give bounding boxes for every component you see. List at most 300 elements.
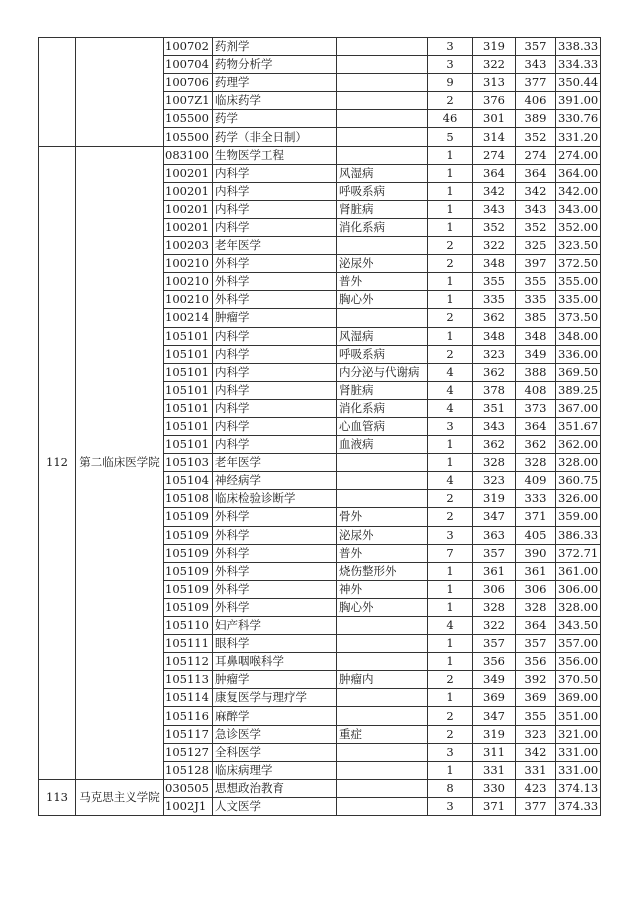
research-direction-cell: 内分泌与代谢病 <box>337 363 428 381</box>
major-name-cell: 外科学 <box>213 526 337 544</box>
max-score-cell: 348 <box>516 327 556 345</box>
min-score-cell: 328 <box>473 598 516 616</box>
major-code-cell: 105114 <box>164 689 213 707</box>
research-direction-cell <box>337 635 428 653</box>
admitted-count-cell: 2 <box>428 309 473 327</box>
major-code-cell: 105101 <box>164 436 213 454</box>
admitted-count-cell: 2 <box>428 671 473 689</box>
major-name-cell: 外科学 <box>213 544 337 562</box>
min-score-cell: 362 <box>473 436 516 454</box>
major-name-cell: 内科学 <box>213 399 337 417</box>
research-direction-cell <box>337 779 428 797</box>
max-score-cell: 389 <box>516 110 556 128</box>
major-name-cell: 老年医学 <box>213 454 337 472</box>
major-name-cell: 内科学 <box>213 218 337 236</box>
max-score-cell: 392 <box>516 671 556 689</box>
admitted-count-cell: 1 <box>428 327 473 345</box>
major-code-cell: 105108 <box>164 490 213 508</box>
max-score-cell: 357 <box>516 635 556 653</box>
research-direction-cell: 血液病 <box>337 436 428 454</box>
avg-score-cell: 369.00 <box>556 689 601 707</box>
max-score-cell: 328 <box>516 598 556 616</box>
admitted-count-cell: 1 <box>428 598 473 616</box>
major-code-cell: 105111 <box>164 635 213 653</box>
avg-score-cell: 374.13 <box>556 779 601 797</box>
department-name-cell <box>76 38 164 147</box>
research-direction-cell <box>337 237 428 255</box>
major-code-cell: 105109 <box>164 544 213 562</box>
avg-score-cell: 338.33 <box>556 38 601 56</box>
major-name-cell: 内科学 <box>213 327 337 345</box>
major-code-cell: 105116 <box>164 707 213 725</box>
max-score-cell: 377 <box>516 797 556 815</box>
major-code-cell: 105109 <box>164 580 213 598</box>
min-score-cell: 311 <box>473 743 516 761</box>
research-direction-cell: 泌尿外 <box>337 526 428 544</box>
avg-score-cell: 326.00 <box>556 490 601 508</box>
major-code-cell: 105500 <box>164 128 213 146</box>
max-score-cell: 323 <box>516 725 556 743</box>
min-score-cell: 347 <box>473 508 516 526</box>
avg-score-cell: 350.44 <box>556 74 601 92</box>
major-name-cell: 外科学 <box>213 562 337 580</box>
avg-score-cell: 386.33 <box>556 526 601 544</box>
major-code-cell: 105101 <box>164 363 213 381</box>
major-name-cell: 内科学 <box>213 200 337 218</box>
max-score-cell: 377 <box>516 74 556 92</box>
department-name-cell: 第二临床医学院 <box>76 146 164 779</box>
avg-score-cell: 335.00 <box>556 291 601 309</box>
admitted-count-cell: 4 <box>428 617 473 635</box>
avg-score-cell: 342.00 <box>556 182 601 200</box>
admitted-count-cell: 5 <box>428 128 473 146</box>
major-code-cell: 105101 <box>164 381 213 399</box>
min-score-cell: 322 <box>473 617 516 635</box>
min-score-cell: 343 <box>473 417 516 435</box>
admitted-count-cell: 3 <box>428 526 473 544</box>
max-score-cell: 325 <box>516 237 556 255</box>
research-direction-cell <box>337 653 428 671</box>
major-code-cell: 100704 <box>164 56 213 74</box>
research-direction-cell: 胸心外 <box>337 291 428 309</box>
research-direction-cell <box>337 38 428 56</box>
min-score-cell: 314 <box>473 128 516 146</box>
research-direction-cell: 肾脏病 <box>337 200 428 218</box>
max-score-cell: 274 <box>516 146 556 164</box>
avg-score-cell: 351.00 <box>556 707 601 725</box>
major-code-cell: 1002J1 <box>164 797 213 815</box>
major-name-cell: 康复医学与理疗学 <box>213 689 337 707</box>
avg-score-cell: 328.00 <box>556 454 601 472</box>
max-score-cell: 373 <box>516 399 556 417</box>
min-score-cell: 322 <box>473 56 516 74</box>
research-direction-cell: 风湿病 <box>337 164 428 182</box>
min-score-cell: 371 <box>473 797 516 815</box>
avg-score-cell: 361.00 <box>556 562 601 580</box>
major-name-cell: 药物分析学 <box>213 56 337 74</box>
research-direction-cell: 胸心外 <box>337 598 428 616</box>
max-score-cell: 355 <box>516 707 556 725</box>
avg-score-cell: 343.00 <box>556 200 601 218</box>
department-id-cell: 112 <box>39 146 76 779</box>
avg-score-cell: 331.20 <box>556 128 601 146</box>
research-direction-cell: 普外 <box>337 544 428 562</box>
major-name-cell: 临床药学 <box>213 92 337 110</box>
max-score-cell: 405 <box>516 526 556 544</box>
research-direction-cell: 风湿病 <box>337 327 428 345</box>
avg-score-cell: 372.71 <box>556 544 601 562</box>
min-score-cell: 347 <box>473 707 516 725</box>
max-score-cell: 388 <box>516 363 556 381</box>
avg-score-cell: 331.00 <box>556 743 601 761</box>
max-score-cell: 335 <box>516 291 556 309</box>
max-score-cell: 352 <box>516 218 556 236</box>
min-score-cell: 306 <box>473 580 516 598</box>
major-code-cell: 083100 <box>164 146 213 164</box>
max-score-cell: 423 <box>516 779 556 797</box>
admitted-count-cell: 2 <box>428 92 473 110</box>
major-name-cell: 神经病学 <box>213 472 337 490</box>
min-score-cell: 331 <box>473 761 516 779</box>
department-id-cell: 113 <box>39 779 76 815</box>
admitted-count-cell: 46 <box>428 110 473 128</box>
admitted-count-cell: 9 <box>428 74 473 92</box>
major-name-cell: 生物医学工程 <box>213 146 337 164</box>
research-direction-cell <box>337 309 428 327</box>
admitted-count-cell: 1 <box>428 200 473 218</box>
min-score-cell: 335 <box>473 291 516 309</box>
max-score-cell: 355 <box>516 273 556 291</box>
admitted-count-cell: 1 <box>428 454 473 472</box>
major-code-cell: 100203 <box>164 237 213 255</box>
research-direction-cell <box>337 490 428 508</box>
admitted-count-cell: 1 <box>428 635 473 653</box>
table-row <box>39 38 601 56</box>
avg-score-cell: 351.67 <box>556 417 601 435</box>
avg-score-cell: 373.50 <box>556 309 601 327</box>
min-score-cell: 357 <box>473 635 516 653</box>
major-code-cell: 105113 <box>164 671 213 689</box>
max-score-cell: 369 <box>516 689 556 707</box>
table-body <box>39 38 601 816</box>
admitted-count-cell: 4 <box>428 381 473 399</box>
research-direction-cell: 消化系病 <box>337 218 428 236</box>
max-score-cell: 328 <box>516 454 556 472</box>
major-code-cell: 105117 <box>164 725 213 743</box>
major-name-cell: 药剂学 <box>213 38 337 56</box>
major-name-cell: 外科学 <box>213 580 337 598</box>
min-score-cell: 351 <box>473 399 516 417</box>
max-score-cell: 364 <box>516 617 556 635</box>
avg-score-cell: 328.00 <box>556 598 601 616</box>
min-score-cell: 322 <box>473 237 516 255</box>
major-code-cell: 105127 <box>164 743 213 761</box>
admitted-count-cell: 2 <box>428 255 473 273</box>
research-direction-cell <box>337 707 428 725</box>
research-direction-cell <box>337 128 428 146</box>
admitted-count-cell: 1 <box>428 689 473 707</box>
avg-score-cell: 359.00 <box>556 508 601 526</box>
major-code-cell: 105500 <box>164 110 213 128</box>
major-name-cell: 肿瘤学 <box>213 309 337 327</box>
table-row <box>39 146 601 164</box>
avg-score-cell: 355.00 <box>556 273 601 291</box>
major-code-cell: 105128 <box>164 761 213 779</box>
major-name-cell: 外科学 <box>213 508 337 526</box>
min-score-cell: 328 <box>473 454 516 472</box>
admitted-count-cell: 1 <box>428 761 473 779</box>
research-direction-cell: 心血管病 <box>337 417 428 435</box>
max-score-cell: 409 <box>516 472 556 490</box>
avg-score-cell: 362.00 <box>556 436 601 454</box>
research-direction-cell: 肿瘤内 <box>337 671 428 689</box>
max-score-cell: 342 <box>516 182 556 200</box>
min-score-cell: 363 <box>473 526 516 544</box>
max-score-cell: 397 <box>516 255 556 273</box>
max-score-cell: 306 <box>516 580 556 598</box>
research-direction-cell: 泌尿外 <box>337 255 428 273</box>
research-direction-cell <box>337 743 428 761</box>
research-direction-cell: 呼吸系病 <box>337 182 428 200</box>
min-score-cell: 274 <box>473 146 516 164</box>
min-score-cell: 349 <box>473 671 516 689</box>
min-score-cell: 361 <box>473 562 516 580</box>
major-code-cell: 100210 <box>164 255 213 273</box>
research-direction-cell <box>337 146 428 164</box>
admitted-count-cell: 1 <box>428 164 473 182</box>
major-name-cell: 内科学 <box>213 436 337 454</box>
min-score-cell: 348 <box>473 255 516 273</box>
major-name-cell: 眼科学 <box>213 635 337 653</box>
avg-score-cell: 352.00 <box>556 218 601 236</box>
major-name-cell: 内科学 <box>213 164 337 182</box>
max-score-cell: 408 <box>516 381 556 399</box>
admitted-count-cell: 2 <box>428 707 473 725</box>
admitted-count-cell: 2 <box>428 237 473 255</box>
max-score-cell: 349 <box>516 345 556 363</box>
admitted-count-cell: 8 <box>428 779 473 797</box>
admitted-count-cell: 3 <box>428 38 473 56</box>
research-direction-cell: 消化系病 <box>337 399 428 417</box>
min-score-cell: 313 <box>473 74 516 92</box>
avg-score-cell: 374.33 <box>556 797 601 815</box>
max-score-cell: 361 <box>516 562 556 580</box>
major-code-cell: 105101 <box>164 327 213 345</box>
admission-score-table <box>38 37 601 816</box>
max-score-cell: 343 <box>516 200 556 218</box>
major-name-cell: 耳鼻咽喉科学 <box>213 653 337 671</box>
min-score-cell: 352 <box>473 218 516 236</box>
research-direction-cell: 烧伤整形外 <box>337 562 428 580</box>
avg-score-cell: 323.50 <box>556 237 601 255</box>
research-direction-cell <box>337 56 428 74</box>
admitted-count-cell: 3 <box>428 417 473 435</box>
min-score-cell: 301 <box>473 110 516 128</box>
table-row <box>39 779 601 797</box>
research-direction-cell <box>337 761 428 779</box>
research-direction-cell: 呼吸系病 <box>337 345 428 363</box>
major-name-cell: 外科学 <box>213 273 337 291</box>
min-score-cell: 319 <box>473 490 516 508</box>
major-code-cell: 105101 <box>164 345 213 363</box>
max-score-cell: 356 <box>516 653 556 671</box>
admitted-count-cell: 1 <box>428 182 473 200</box>
avg-score-cell: 360.75 <box>556 472 601 490</box>
avg-score-cell: 348.00 <box>556 327 601 345</box>
major-name-cell: 内科学 <box>213 381 337 399</box>
major-name-cell: 内科学 <box>213 345 337 363</box>
research-direction-cell: 肾脏病 <box>337 381 428 399</box>
max-score-cell: 364 <box>516 417 556 435</box>
min-score-cell: 362 <box>473 309 516 327</box>
max-score-cell: 342 <box>516 743 556 761</box>
research-direction-cell <box>337 617 428 635</box>
research-direction-cell <box>337 74 428 92</box>
min-score-cell: 319 <box>473 38 516 56</box>
major-code-cell: 1007Z1 <box>164 92 213 110</box>
max-score-cell: 364 <box>516 164 556 182</box>
avg-score-cell: 372.50 <box>556 255 601 273</box>
major-name-cell: 药学（非全日制） <box>213 128 337 146</box>
major-name-cell: 肿瘤学 <box>213 671 337 689</box>
major-name-cell: 妇产科学 <box>213 617 337 635</box>
admitted-count-cell: 3 <box>428 743 473 761</box>
major-code-cell: 105109 <box>164 526 213 544</box>
major-name-cell: 外科学 <box>213 291 337 309</box>
min-score-cell: 357 <box>473 544 516 562</box>
avg-score-cell: 370.50 <box>556 671 601 689</box>
major-name-cell: 麻醉学 <box>213 707 337 725</box>
admitted-count-cell: 1 <box>428 436 473 454</box>
max-score-cell: 406 <box>516 92 556 110</box>
avg-score-cell: 343.50 <box>556 617 601 635</box>
avg-score-cell: 306.00 <box>556 580 601 598</box>
admitted-count-cell: 1 <box>428 562 473 580</box>
research-direction-cell <box>337 797 428 815</box>
research-direction-cell: 普外 <box>337 273 428 291</box>
major-code-cell: 100210 <box>164 291 213 309</box>
major-name-cell: 老年医学 <box>213 237 337 255</box>
major-code-cell: 105104 <box>164 472 213 490</box>
admitted-count-cell: 3 <box>428 56 473 74</box>
admitted-count-cell: 4 <box>428 472 473 490</box>
major-code-cell: 105101 <box>164 417 213 435</box>
major-code-cell: 105103 <box>164 454 213 472</box>
avg-score-cell: 330.76 <box>556 110 601 128</box>
admitted-count-cell: 2 <box>428 490 473 508</box>
major-code-cell: 105109 <box>164 598 213 616</box>
max-score-cell: 352 <box>516 128 556 146</box>
min-score-cell: 355 <box>473 273 516 291</box>
research-direction-cell <box>337 454 428 472</box>
major-name-cell: 外科学 <box>213 255 337 273</box>
major-name-cell: 思想政治教育 <box>213 779 337 797</box>
max-score-cell: 385 <box>516 309 556 327</box>
major-name-cell: 内科学 <box>213 363 337 381</box>
avg-score-cell: 331.00 <box>556 761 601 779</box>
major-name-cell: 药理学 <box>213 74 337 92</box>
major-name-cell: 内科学 <box>213 417 337 435</box>
research-direction-cell <box>337 92 428 110</box>
major-name-cell: 急诊医学 <box>213 725 337 743</box>
major-code-cell: 105110 <box>164 617 213 635</box>
avg-score-cell: 391.00 <box>556 92 601 110</box>
major-name-cell: 全科医学 <box>213 743 337 761</box>
research-direction-cell: 神外 <box>337 580 428 598</box>
min-score-cell: 319 <box>473 725 516 743</box>
avg-score-cell: 334.33 <box>556 56 601 74</box>
major-code-cell: 100201 <box>164 182 213 200</box>
avg-score-cell: 367.00 <box>556 399 601 417</box>
admitted-count-cell: 4 <box>428 363 473 381</box>
admitted-count-cell: 2 <box>428 508 473 526</box>
major-name-cell: 药学 <box>213 110 337 128</box>
avg-score-cell: 274.00 <box>556 146 601 164</box>
min-score-cell: 348 <box>473 327 516 345</box>
admitted-count-cell: 1 <box>428 291 473 309</box>
major-name-cell: 内科学 <box>213 182 337 200</box>
major-code-cell: 105109 <box>164 562 213 580</box>
min-score-cell: 364 <box>473 164 516 182</box>
min-score-cell: 362 <box>473 363 516 381</box>
avg-score-cell: 356.00 <box>556 653 601 671</box>
research-direction-cell: 重症 <box>337 725 428 743</box>
major-code-cell: 105109 <box>164 508 213 526</box>
admitted-count-cell: 2 <box>428 725 473 743</box>
major-code-cell: 100702 <box>164 38 213 56</box>
max-score-cell: 390 <box>516 544 556 562</box>
major-name-cell: 临床检验诊断学 <box>213 490 337 508</box>
major-code-cell: 100214 <box>164 309 213 327</box>
max-score-cell: 371 <box>516 508 556 526</box>
max-score-cell: 362 <box>516 436 556 454</box>
max-score-cell: 343 <box>516 56 556 74</box>
avg-score-cell: 321.00 <box>556 725 601 743</box>
major-name-cell: 外科学 <box>213 598 337 616</box>
avg-score-cell: 369.50 <box>556 363 601 381</box>
max-score-cell: 357 <box>516 38 556 56</box>
department-id-cell <box>39 38 76 147</box>
research-direction-cell <box>337 472 428 490</box>
major-code-cell: 100210 <box>164 273 213 291</box>
avg-score-cell: 336.00 <box>556 345 601 363</box>
research-direction-cell <box>337 110 428 128</box>
admitted-count-cell: 7 <box>428 544 473 562</box>
avg-score-cell: 357.00 <box>556 635 601 653</box>
min-score-cell: 378 <box>473 381 516 399</box>
major-code-cell: 105112 <box>164 653 213 671</box>
min-score-cell: 369 <box>473 689 516 707</box>
max-score-cell: 333 <box>516 490 556 508</box>
research-direction-cell: 骨外 <box>337 508 428 526</box>
admitted-count-cell: 1 <box>428 218 473 236</box>
min-score-cell: 343 <box>473 200 516 218</box>
major-code-cell: 100201 <box>164 218 213 236</box>
admitted-count-cell: 1 <box>428 146 473 164</box>
major-name-cell: 临床病理学 <box>213 761 337 779</box>
min-score-cell: 376 <box>473 92 516 110</box>
max-score-cell: 331 <box>516 761 556 779</box>
major-code-cell: 100201 <box>164 164 213 182</box>
admitted-count-cell: 1 <box>428 580 473 598</box>
admitted-count-cell: 4 <box>428 399 473 417</box>
research-direction-cell <box>337 689 428 707</box>
avg-score-cell: 364.00 <box>556 164 601 182</box>
department-name-cell: 马克思主义学院 <box>76 779 164 815</box>
min-score-cell: 342 <box>473 182 516 200</box>
major-code-cell: 100201 <box>164 200 213 218</box>
avg-score-cell: 389.25 <box>556 381 601 399</box>
